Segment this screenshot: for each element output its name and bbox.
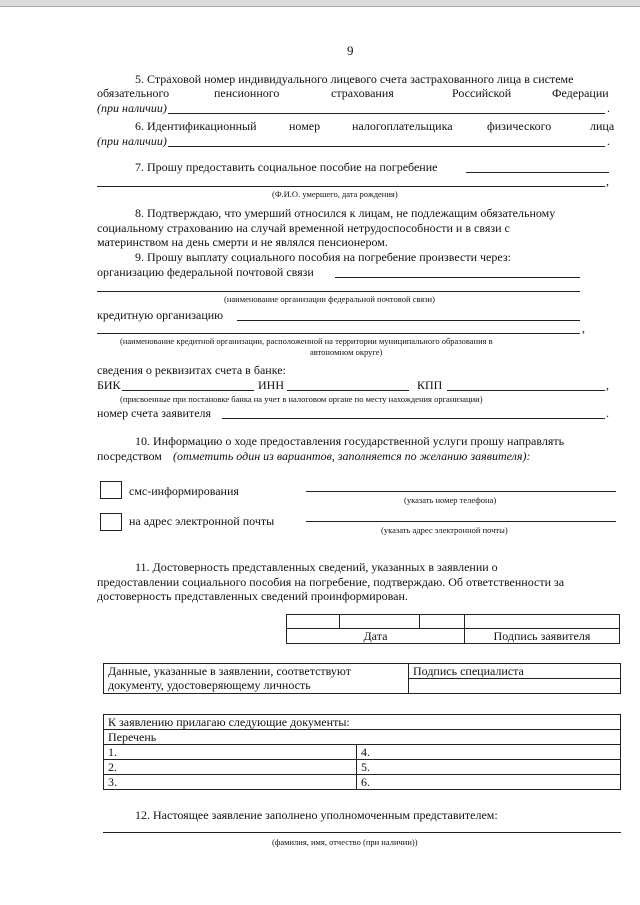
sms-checkbox[interactable] [100, 481, 122, 499]
documents-table [103, 714, 621, 790]
verification-text-2: документу, удостоверяющему личность [108, 678, 311, 692]
item12-representative-input[interactable] [103, 832, 621, 833]
item9-credit: кредитную организацию [97, 308, 224, 322]
item5-word-1: обязательного [97, 86, 170, 100]
verification-text-1: Данные, указанные в заявлении, соответствуют [108, 664, 351, 678]
item9-postal-caption: (наименование организации федеральной почтовой связи) [224, 294, 435, 304]
item9-credit-caption-2: автономном округе) [310, 347, 383, 357]
item9-account-label: номер счета заявителя [97, 406, 212, 420]
item9-inn-label: ИНН [258, 378, 284, 392]
item9-bank: сведения о реквизитах счета в банке: [97, 363, 286, 377]
item5-tail: . [607, 101, 610, 115]
item9-bik-label: БИК [97, 378, 121, 392]
sms-label: смс-информирования [129, 484, 239, 498]
item7-tail: , [606, 174, 609, 188]
document-entry-6[interactable]: 6. [357, 775, 621, 790]
item6-word-4: физического [487, 119, 552, 133]
item12-caption: (фамилия, имя, отчество (при наличии)) [272, 837, 418, 847]
item9-postal-line-2[interactable] [97, 291, 580, 292]
item9-bank-caption: (присвоенные при постановке банка на учет в налоговом органе по месту нахождения организации) [120, 394, 483, 404]
item9-kpp-tail: , [606, 378, 609, 392]
date-label: Дата [287, 629, 465, 644]
item9-inn-input[interactable] [287, 390, 409, 391]
item6-input-line[interactable] [168, 146, 605, 147]
page-number: 9 [347, 43, 354, 58]
item6-optional: (при наличии) [97, 134, 167, 148]
verification-text-cell [104, 664, 409, 694]
documents-list-label: Перечень [104, 730, 621, 745]
item6-word-2: номер [289, 119, 321, 133]
item5-word-5: Федерации [552, 86, 609, 100]
date-year-cell[interactable] [420, 615, 465, 629]
sms-phone-input[interactable] [306, 491, 616, 492]
verification-table [103, 663, 621, 694]
item9-kpp-input[interactable] [447, 390, 605, 391]
item11-line3: достоверность представленных сведений проинформирован. [97, 589, 408, 603]
item5-word-2: пенсионного [214, 86, 280, 100]
item5-line1: 5. Страховой номер индивидуального лицевого счета застрахованного лица в системе [135, 72, 574, 86]
item9-credit-line-1[interactable] [237, 320, 580, 321]
specialist-label: Подпись специалиста [409, 664, 620, 679]
email-label: на адрес электронной почты [129, 514, 275, 528]
signature-cell[interactable] [464, 615, 619, 629]
item12-line1: 12. Настоящее заявление заполнено уполномоченным представителем: [135, 808, 498, 822]
item9-account-tail: . [606, 406, 609, 420]
documents-row [104, 775, 621, 790]
item9-credit-line-2[interactable] [97, 333, 580, 334]
item10-line2-hint: (отметить один из вариантов, заполняется по желанию заявителя): [173, 449, 531, 463]
document-entry-1[interactable]: 1. [104, 745, 357, 760]
signature-label: Подпись заявителя [464, 629, 619, 644]
item8-line3: материнством на день смерти и не являлся пенсионером. [97, 235, 388, 249]
item5-word-3: страхования [331, 86, 394, 100]
item7-line1: 7. Прошу предоставить социальное пособие на погребение [135, 160, 438, 174]
documents-row [104, 760, 621, 775]
item7-input-line-1[interactable] [466, 172, 609, 173]
item8-line2: социальному страхованию на случай временной нетрудоспособности и в связи с [97, 221, 510, 235]
item5-word-4: Российской [452, 86, 512, 100]
scan-top-edge [0, 0, 640, 7]
sms-caption: (указать номер телефона) [404, 495, 497, 505]
item5-optional: (при наличии) [97, 101, 167, 115]
item7-input-line-2[interactable] [97, 186, 605, 187]
item9-kpp-label: КПП [417, 378, 443, 392]
item11-line2: предоставлении социального пособия на погребение, подтверждаю. Об ответственности за [97, 575, 565, 589]
document-entry-5[interactable]: 5. [357, 760, 621, 775]
item10-line1: 10. Информацию о ходе предоставления государственной услуги прошу направлять [135, 434, 565, 448]
item9-credit-caption-1: (наименование кредитной организации, расположенной на территории муниципального образования в [120, 336, 493, 346]
item6-word-1: 6. Идентификационный [135, 119, 257, 133]
item9-credit-tail: , [582, 321, 585, 335]
item6-tail: . [607, 134, 610, 148]
item7-caption: (Ф.И.О. умершего, дата рождения) [272, 189, 398, 199]
document-entry-4[interactable]: 4. [357, 745, 621, 760]
specialist-signature-field[interactable] [409, 679, 620, 693]
item9-line1: 9. Прошу выплату социального пособия на погребение произвести через: [135, 250, 511, 264]
date-day-cell[interactable] [287, 615, 340, 629]
item9-account-input[interactable] [222, 418, 605, 419]
document-entry-3[interactable]: 3. [104, 775, 357, 790]
item9-postal-line-1[interactable] [335, 277, 580, 278]
email-address-input[interactable] [306, 521, 616, 522]
item11-line1: 11. Достоверность представленных сведений, указанных в заявлении о [135, 560, 498, 574]
date-signature-table [286, 614, 620, 644]
item6-word-5: лица [590, 119, 615, 133]
email-caption: (указать адрес электронной почты) [381, 525, 508, 535]
email-checkbox[interactable] [100, 513, 122, 531]
item5-input-line[interactable] [168, 113, 605, 114]
item10-line2-prefix: посредством [97, 449, 162, 463]
specialist-cell [409, 664, 621, 694]
date-month-cell[interactable] [340, 615, 420, 629]
documents-header: К заявлению прилагаю следующие документы: [104, 715, 621, 730]
item6-word-3: налогоплательщика [352, 119, 453, 133]
documents-row [104, 745, 621, 760]
item8-line1: 8. Подтверждаю, что умерший относился к лицам, не подлежащим обязательному [135, 206, 556, 220]
document-entry-2[interactable]: 2. [104, 760, 357, 775]
item9-bik-input[interactable] [122, 390, 254, 391]
item9-postal: организацию федеральной почтовой связи [97, 265, 314, 279]
